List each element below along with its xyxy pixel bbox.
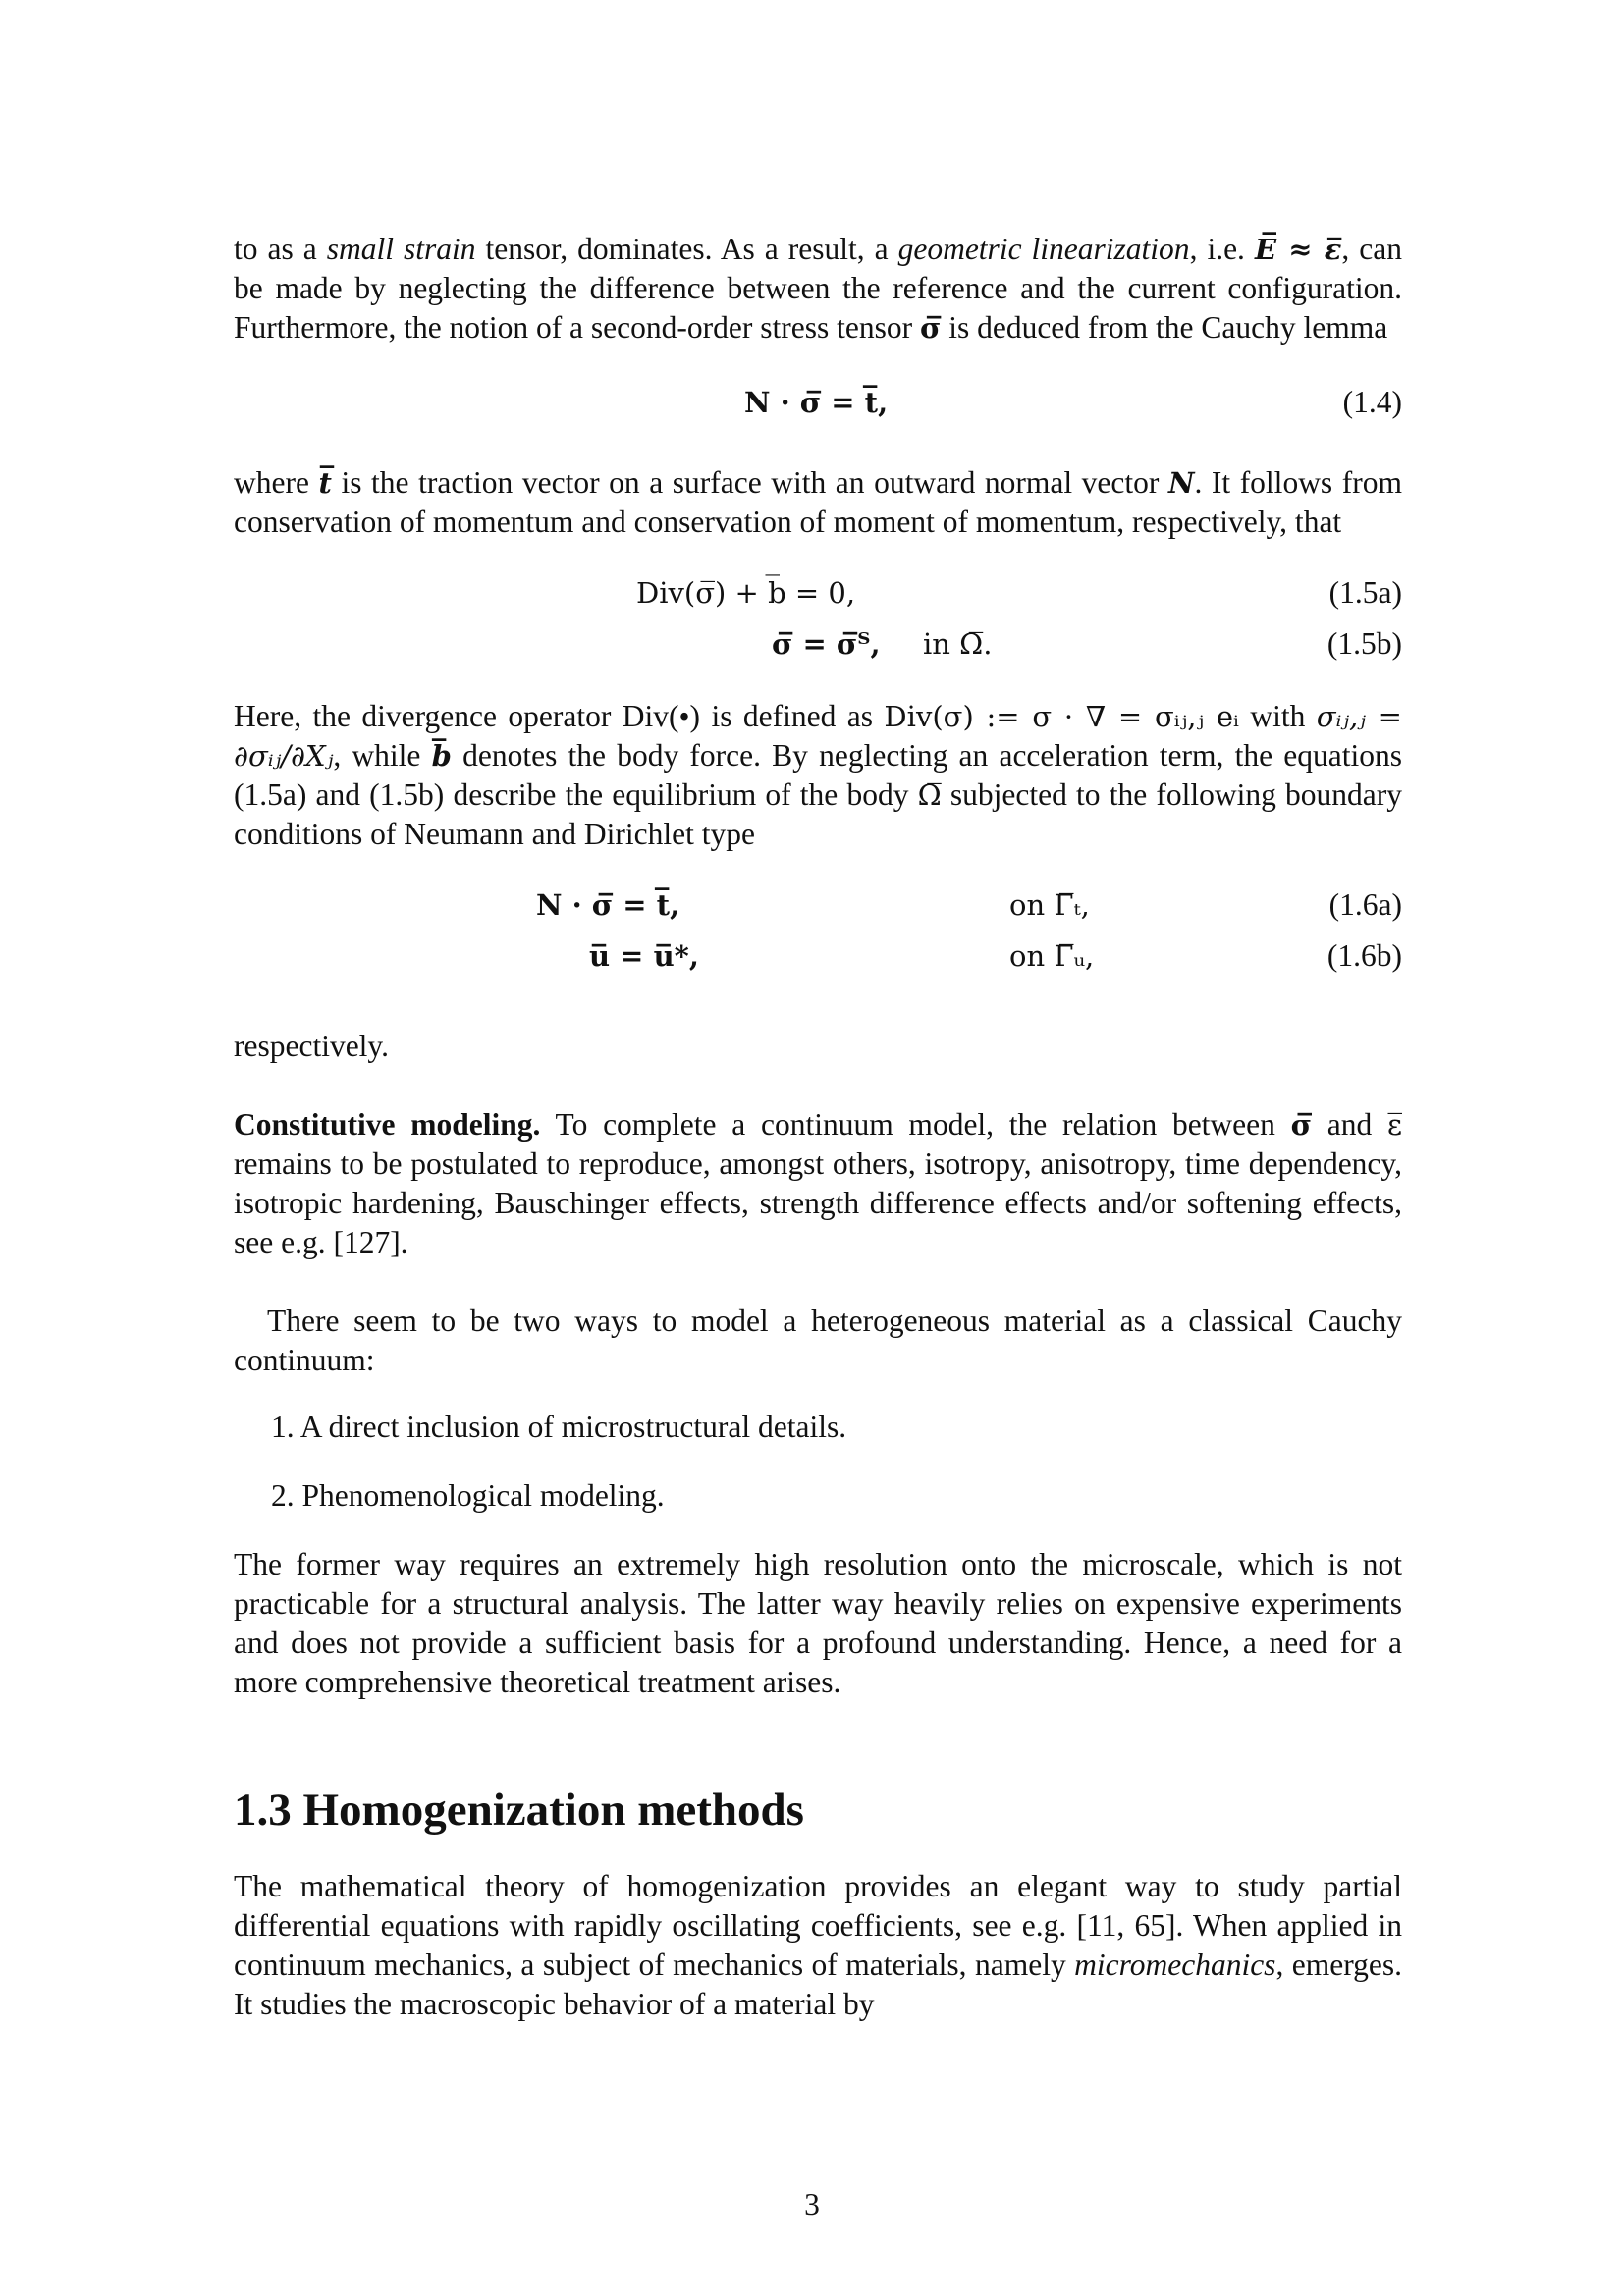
emphasis-micromechanics: micromechanics (1074, 1948, 1276, 1982)
math-N: N (1167, 466, 1195, 500)
text-run: to as a (234, 232, 327, 266)
math-sigma: σ̅ (1290, 1108, 1313, 1142)
paragraph-two-ways: There seem to be two ways to model a heterogeneous material as a classical Cauchy continuum: (234, 1304, 1402, 1377)
text-run: where (234, 465, 319, 500)
text-run: , while (333, 738, 432, 773)
equation-1-4 (234, 383, 1402, 426)
text-run: and (1312, 1107, 1387, 1142)
text-run: , can be made by neglecting the difference between the reference and the current configuration. Furthermore, the notion of a second-order stress tensor (234, 232, 1403, 345)
text-run: Here, the divergence operator Div(•) is defined as (234, 699, 885, 733)
paragraph-former-latter: The former way requires an extremely high resolution onto the microscale, which is not practicable for a structural analysis. The latter way heavily relies on expensive experiments and does not provide a sufficient basis for a profound understanding. Hence, a need for a more comprehensive theoretical treatment arises. (234, 1547, 1402, 1699)
equation-1-4-number: (1.4) (1342, 385, 1402, 419)
runin-heading-constitutive-modeling: Constitutive modeling. (234, 1107, 541, 1142)
text-run: To complete a continuum model, the relation between (540, 1107, 1291, 1142)
equation-1-5b-condition: in Ω̅. (923, 627, 993, 661)
equation-1-6b-expression: u̅ = u̅*, (589, 939, 699, 973)
text-run: subjected to the following boundary conditions of Neumann and Dirichlet type (234, 777, 1402, 851)
text-run: is deduced from the Cauchy lemma (941, 310, 1388, 345)
text-run: is the traction vector on a surface with an outward normal vector (331, 465, 1168, 500)
text-run: , emerges. It studies the macroscopic behavior of a material by (234, 1948, 1402, 2021)
equation-1-5a-expression: Div(σ̅) + b̅ = 0, (636, 576, 856, 610)
equation-1-5b (234, 624, 1402, 667)
math-divergence-definition: Div(σ) := σ · ∇ = σᵢⱼ,ⱼ eᵢ (884, 700, 1239, 733)
paragraph-homogenization-theory (234, 1867, 1402, 2024)
text-run: . It follows from conservation of momentum and conservation of moment of momentum, respectively, that (234, 465, 1402, 539)
emphasis-small-strain: small strain (326, 232, 476, 266)
page-number: 3 (804, 2187, 820, 2221)
paragraph-divergence (234, 697, 1402, 854)
text-run: tensor, dominates. As a result, a (475, 232, 898, 266)
paragraph-constitutive-modeling (234, 1105, 1402, 1262)
numbered-list (234, 1408, 1402, 1516)
equation-1-5b-number: (1.5b) (1326, 626, 1402, 661)
math-sigma: σ̅ (919, 311, 942, 345)
math-omega: Ω̅ (917, 778, 942, 812)
math-epsilon: ε̅ (1386, 1108, 1402, 1142)
equation-1-4-expression: N · σ̅ = t̅, (744, 386, 889, 419)
equation-1-6a (234, 885, 1402, 929)
equation-1-6a-condition: on Γ̅ₜ, (1009, 888, 1090, 922)
section-heading-homogenization: 1.3 Homogenization methods (234, 1785, 804, 1836)
equation-1-6a-number: (1.6a) (1328, 887, 1402, 922)
text-run: denotes the body force. By neglecting an acceleration term, the equations (1.5a) and (1.5b) describe the equilibrium of the body (234, 738, 1403, 812)
text-run: remains to be postulated to reproduce, amongst others, isotropy, anisotropy, time dependency, isotropic hardening, Bauschinger effects, strength difference effects and/or softening effects, see e.g. [127]. (234, 1147, 1402, 1259)
list-item: 2. Phenomenological modeling. (271, 1478, 665, 1513)
paragraph-small-strain (234, 230, 1402, 347)
text-run: with (1238, 699, 1317, 733)
math-b: b̅ (431, 739, 452, 773)
page-body (234, 230, 1402, 2024)
equation-1-6b-condition: on Γ̅ᵤ, (1009, 939, 1095, 973)
text-run: , i.e. (1189, 232, 1255, 266)
math-E-approx-epsilon: E̅ ≈ ε̅ (1254, 233, 1342, 266)
equation-1-6b-number: (1.6b) (1326, 938, 1402, 973)
text-run: The mathematical theory of homogenization provides an elegant way to study partial differential equations with rapidly oscillating coefficients, see e.g. [11, 65]. When applied in continuum mechanics, a subject of mechanics of materials, namely (234, 1869, 1402, 1982)
math-partial-derivative: σᵢⱼ,ⱼ = ∂σᵢⱼ/∂Xⱼ (234, 700, 1402, 773)
paragraph-respectively: respectively. (234, 1029, 390, 1063)
equation-1-5a (234, 573, 1402, 616)
equation-1-6b (234, 936, 1402, 980)
math-t: t̅ (318, 466, 332, 500)
equation-1-5a-number: (1.5a) (1328, 575, 1402, 610)
equation-1-6a-expression: N · σ̅ = t̅, (536, 888, 680, 922)
list-item: 1. A direct inclusion of microstructural details. (271, 1410, 847, 1444)
emphasis-geometric-linearization: geometric linearization (897, 232, 1190, 266)
equation-1-5b-expression: σ̅ = σ̅ᵀ, (772, 627, 881, 661)
paragraph-traction (234, 463, 1402, 542)
